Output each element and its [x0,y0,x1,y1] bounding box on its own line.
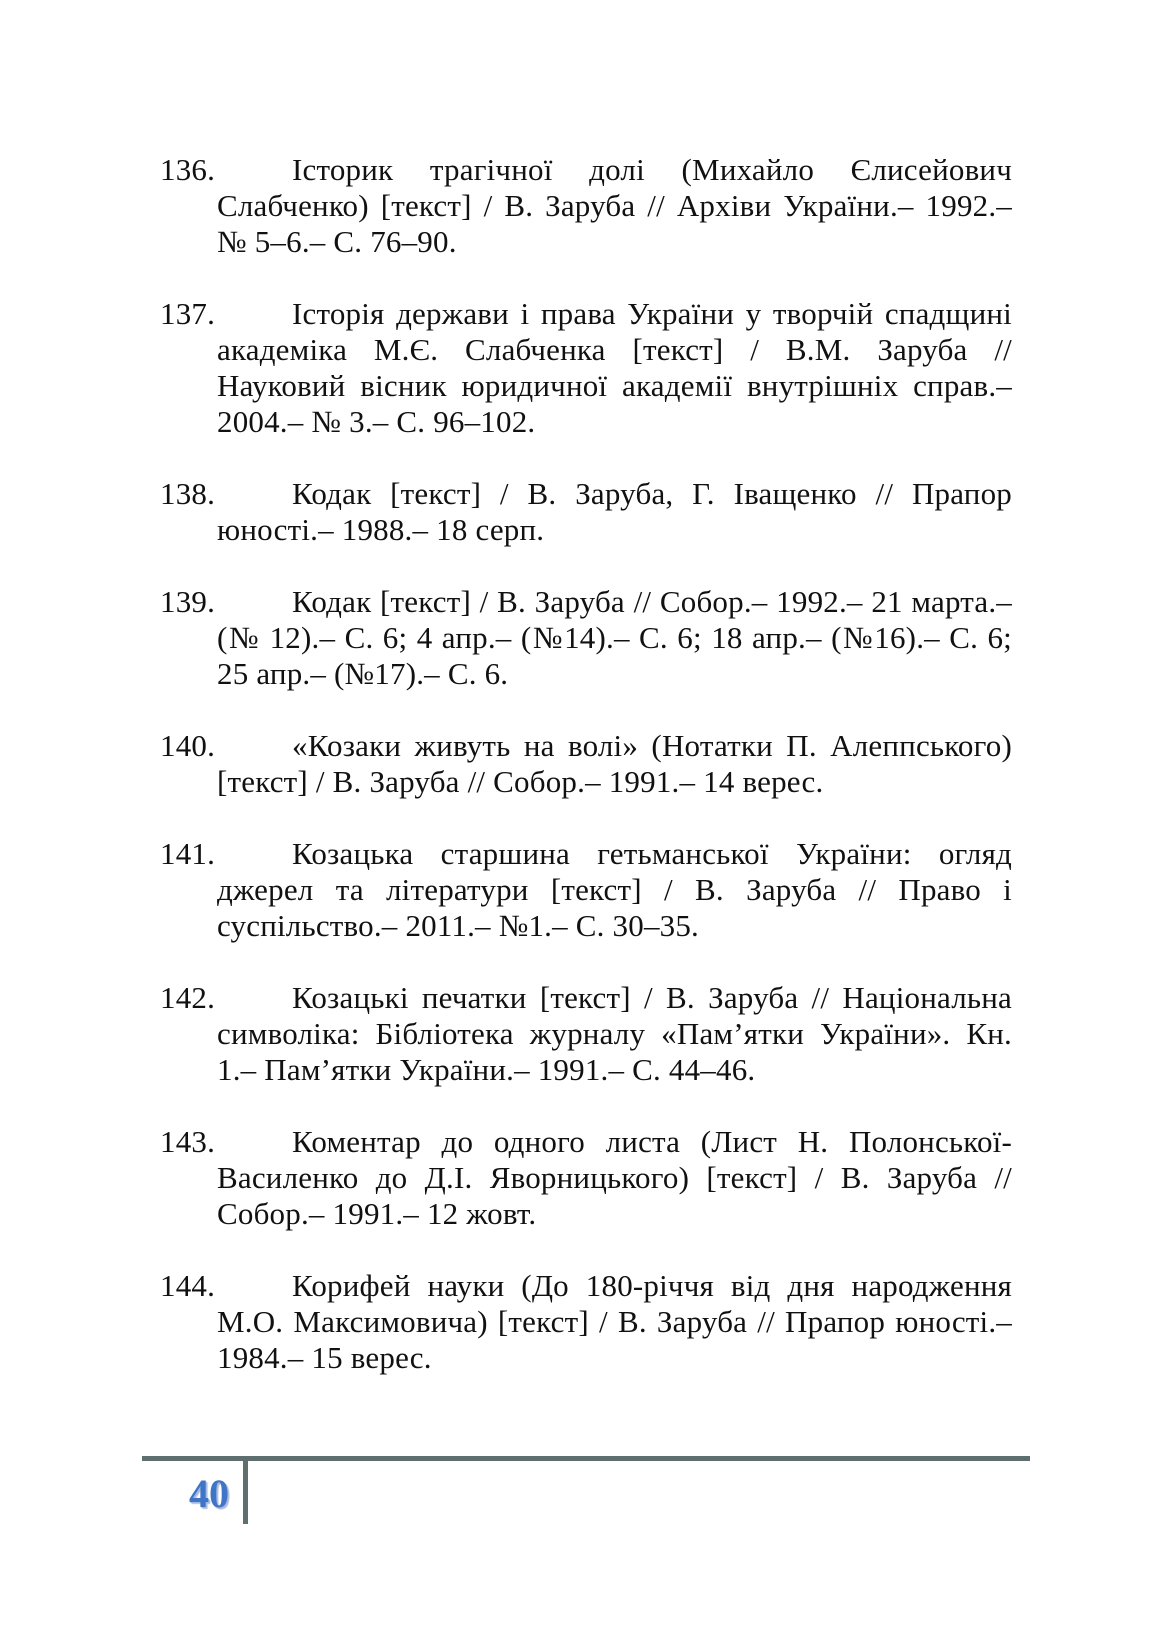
footer-divider [243,1456,248,1524]
entry-number: 137. [160,296,216,331]
page-number: 40 [189,1471,229,1516]
entry-number: 138. [160,476,216,511]
entry-text: Історик трагічної долі (Михайло Єлисейович Слабченко) [текст] / В. Заруба // Архіви України.– 1992.– № 5–6.– С. 76–90. [217,152,1012,259]
entry-text: Коментар до одного листа (Лист Н. Полонської-Василенко до Д.І. Яворницького) [текст] / В. Заруба // Собор.– 1991.– 12 жовт. [217,1124,1012,1231]
entry-text: Козацька старшина гетьманської України: огляд джерел та літератури [текст] / В. Заруба // Право і суспільство.– 2011.– №1.– С. 30–35. [217,836,1012,943]
bibliography-entry-143 [160,1124,1012,1232]
bibliography-entry-144 [160,1268,1012,1376]
bibliography-entry-137 [160,296,1012,440]
bibliography-entry-141 [160,836,1012,944]
entry-number: 136. [160,152,216,187]
footer-rule [142,1456,1030,1461]
entry-text: Кодак [текст] / В. Заруба, Г. Іващенко // Прапор юності.– 1988.– 18 серп. [217,476,1012,547]
entry-number: 144. [160,1268,216,1303]
bibliography-entry-138 [160,476,1012,548]
bibliography-entry-139 [160,584,1012,692]
bibliography-entry-140 [160,728,1012,800]
entry-text: Історія держави і права України у творчій спадщині академіка М.Є. Слабченка [текст] / В.М. Заруба // Науковий вісник юридичної академії внутрішніх справ.– 2004.– № 3.– С. 96–102. [217,296,1012,439]
entry-number: 140. [160,728,216,763]
entry-number: 142. [160,980,216,1015]
entry-number: 141. [160,836,216,871]
entry-number: 139. [160,584,216,619]
bibliography-list [160,152,1012,1376]
bibliography-entry-142 [160,980,1012,1088]
entry-number: 143. [160,1124,216,1159]
bibliography-entry-136 [160,152,1012,260]
entry-text: Корифей науки (До 180-річчя від дня народження М.О. Максимовича) [текст] / В. Заруба // Прапор юності.– 1984.– 15 верес. [217,1268,1012,1375]
entry-text: «Козаки живуть на волі» (Нотатки П. Алеппського) [текст] / В. Заруба // Собор.– 1991.– 14 верес. [217,728,1012,799]
entry-text: Козацькі печатки [текст] / В. Заруба // Національна символіка: Бібліотека журналу «Пам’ятки України». Кн. 1.– Пам’ятки України.– 1991.– С. 44–46. [217,980,1012,1087]
entry-text: Кодак [текст] / В. Заруба // Собор.– 1992.– 21 марта.– (№ 12).– С. 6; 4 апр.– (№14).– С. 6; 18 апр.– (№16).– С. 6; 25 апр.– (№17).– С. 6. [217,584,1012,691]
